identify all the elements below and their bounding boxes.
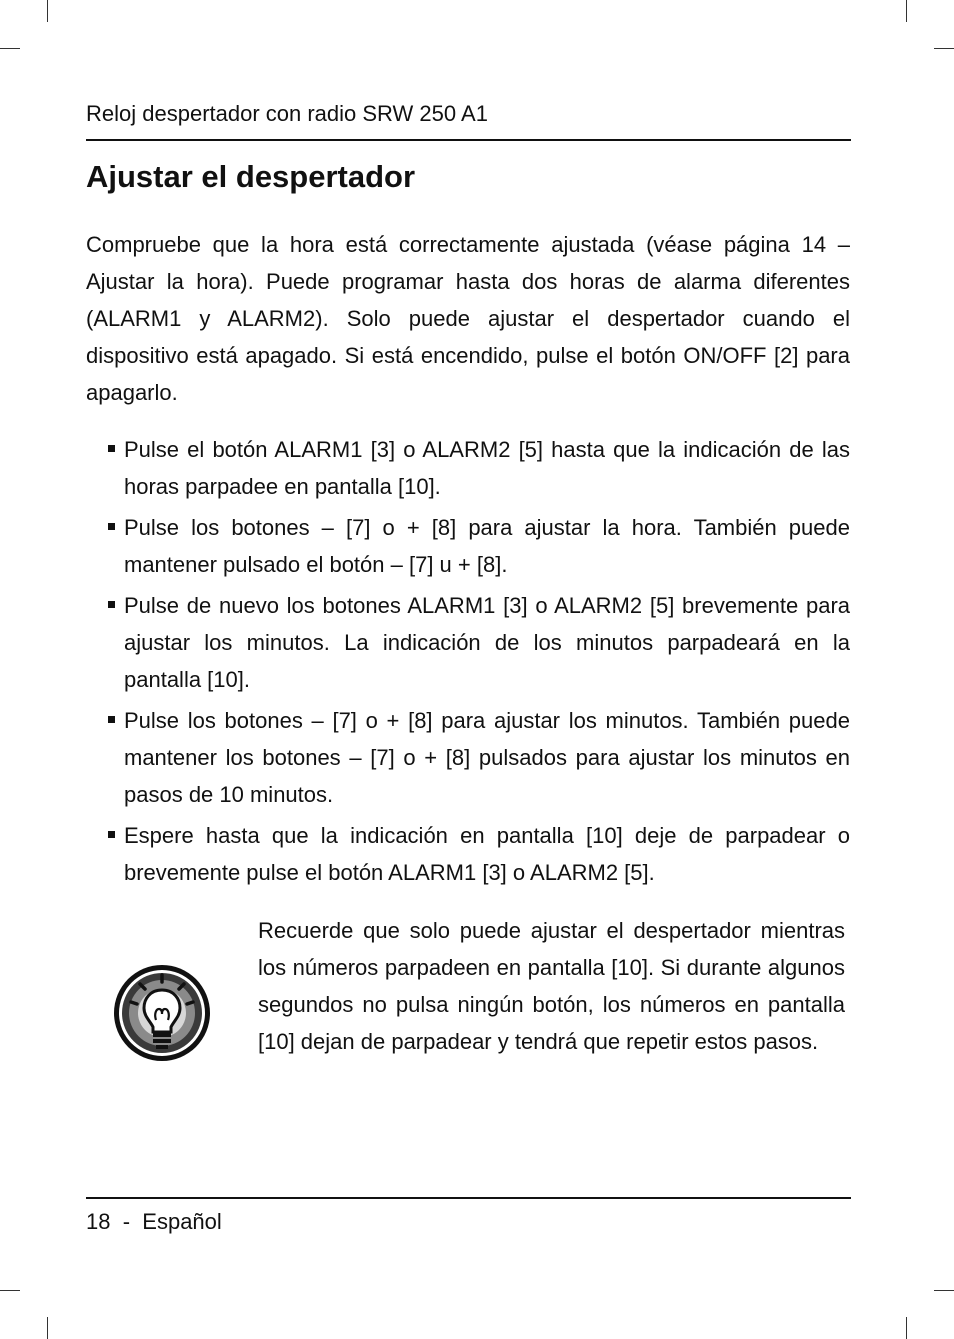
crop-mark — [47, 1317, 48, 1339]
crop-mark — [47, 0, 48, 22]
list-item-text: Pulse de nuevo los botones ALARM1 [3] o ALARM2 [5] brevemente para ajustar los minutos. La indicación de los minutos parpadeará en la pantalla [10]. — [124, 593, 850, 692]
crop-mark — [934, 1290, 954, 1291]
bullet-icon — [108, 601, 115, 608]
list-item-text: Espere hasta que la indicación en pantalla [10] deje de parpadear o brevemente pulse el botón ALARM1 [3] o ALARM2 [5]. — [124, 823, 850, 885]
crop-mark — [0, 48, 20, 49]
header-divider — [86, 139, 851, 141]
list-item — [86, 509, 850, 583]
footer-separator: - — [122, 1209, 131, 1234]
bullet-icon — [108, 523, 115, 530]
page-number: 18 — [86, 1209, 111, 1234]
list-item-text: Pulse los botones – [7] o + [8] para ajustar los minutos. También puede mantener los botones – [7] o + [8] pulsados para ajustar los minutos en pasos de 10 minutos. — [124, 708, 850, 807]
list-item — [86, 587, 850, 698]
crop-mark — [906, 0, 907, 22]
list-item — [86, 431, 850, 505]
footer-divider — [86, 1197, 851, 1199]
footer-language: Español — [142, 1209, 222, 1234]
tip-note: Recuerde que solo puede ajustar el despertador mientras los números parpadeen en pantalla [10]. Si durante algunos segundos no pulsa ningún botón, los números en pantalla [10] dejan de parpadear y tendrá que repetir estos pasos. — [258, 918, 845, 1054]
crop-mark — [906, 1317, 907, 1339]
bullet-icon — [108, 831, 115, 838]
bullet-icon — [108, 445, 115, 452]
intro-paragraph: Compruebe que la hora está correctamente ajustada (véase página 14 – Ajustar la hora). Puede programar hasta dos horas de alarma diferentes (ALARM1 y ALARM2). Solo puede ajustar el despertador cuando el dispositivo está apagado. Si está encendido, pulse el botón ON/OFF [2] para apagarlo. — [86, 232, 850, 405]
list-item — [86, 817, 850, 891]
list-item — [86, 702, 850, 813]
section-title: Ajustar el despertador — [86, 159, 416, 194]
list-item-text: Pulse los botones – [7] o + [8] para ajustar la hora. También puede mantener pulsado el botón – [7] u + [8]. — [124, 515, 850, 577]
crop-mark — [934, 48, 954, 49]
page-footer — [86, 1206, 222, 1238]
steps-list — [86, 431, 850, 895]
list-item-text: Pulse el botón ALARM1 [3] o ALARM2 [5] hasta que la indicación de las horas parpadee en pantalla [10]. — [124, 437, 850, 499]
crop-mark — [0, 1290, 20, 1291]
lightbulb-icon — [112, 964, 212, 1062]
running-header: Reloj despertador con radio SRW 250 A1 — [86, 101, 488, 126]
bullet-icon — [108, 716, 115, 723]
